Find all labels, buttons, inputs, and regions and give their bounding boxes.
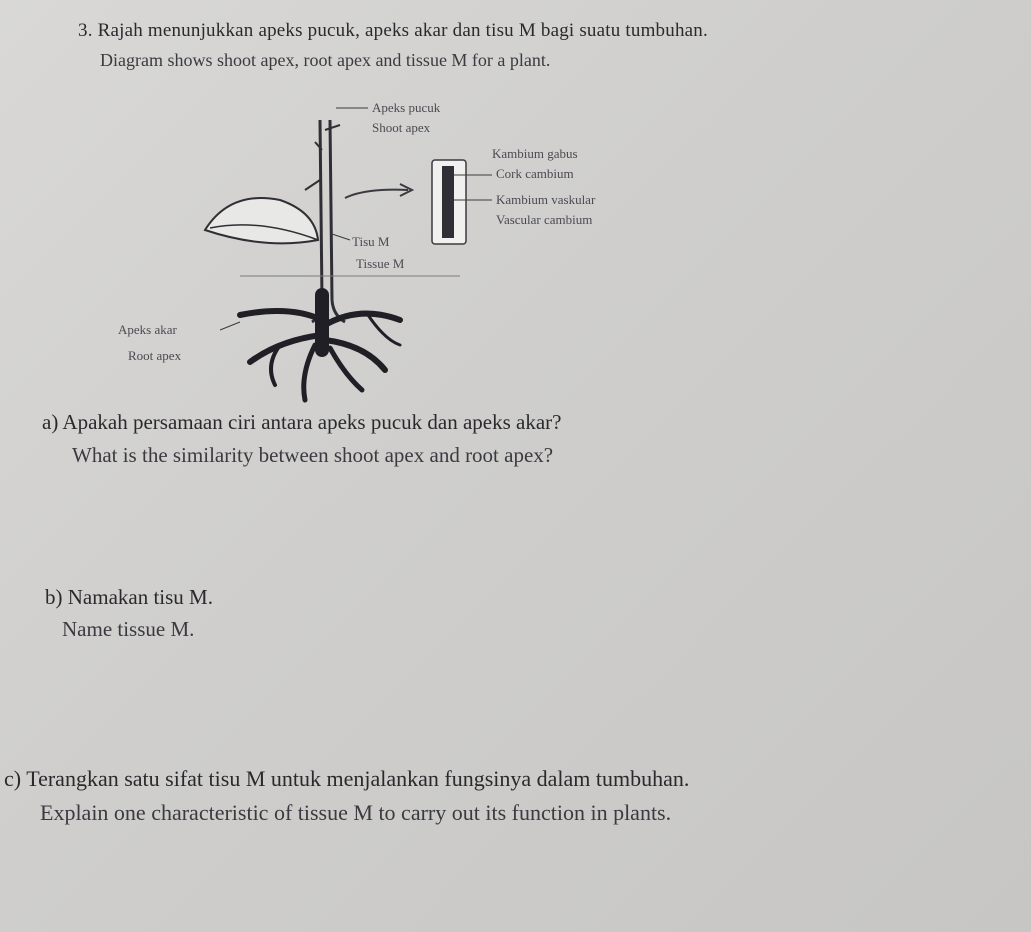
question-3-malay: 3. Rajah menunjukkan apeks pucuk, apeks akar dan tisu M bagi suatu tumbuhan. [78, 20, 708, 41]
label-apeks-pucuk: Apeks pucuk [372, 100, 441, 115]
plant-diagram [100, 90, 720, 410]
label-cork-cambium: Cork cambium [496, 166, 574, 181]
label-kambium-vaskular: Kambium vaskular [496, 192, 596, 207]
part-a-english: What is the similarity between shoot apex and root apex? [72, 443, 554, 467]
question-3-english: Diagram shows shoot apex, root apex and tissue M for a plant. [100, 50, 551, 70]
label-tisu-m: Tisu M [352, 234, 390, 249]
part-c-english: Explain one characteristic of tissue M to carry out its function in plants. [40, 800, 672, 825]
part-b-malay: b) Namakan tisu M. [45, 585, 213, 609]
leaf-icon [205, 198, 318, 243]
root-system [240, 295, 400, 400]
pointer-arrow [345, 190, 408, 198]
label-tissue-m: Tissue M [356, 256, 405, 271]
part-b-english: Name tissue M. [62, 617, 195, 641]
part-a-malay: a) Apakah persamaan ciri antara apeks pucuk dan apeks akar? [42, 410, 562, 434]
label-shoot-apex: Shoot apex [372, 120, 431, 135]
label-kambium-gabus: Kambium gabus [492, 146, 578, 161]
label-root-apex: Root apex [128, 348, 182, 363]
stem-section [432, 160, 492, 244]
label-vascular-cambium: Vascular cambium [496, 212, 593, 227]
label-apeks-akar: Apeks akar [118, 322, 177, 337]
part-c-malay: c) Terangkan satu sifat tisu M untuk menjalankan fungsinya dalam tumbuhan. [4, 766, 690, 791]
